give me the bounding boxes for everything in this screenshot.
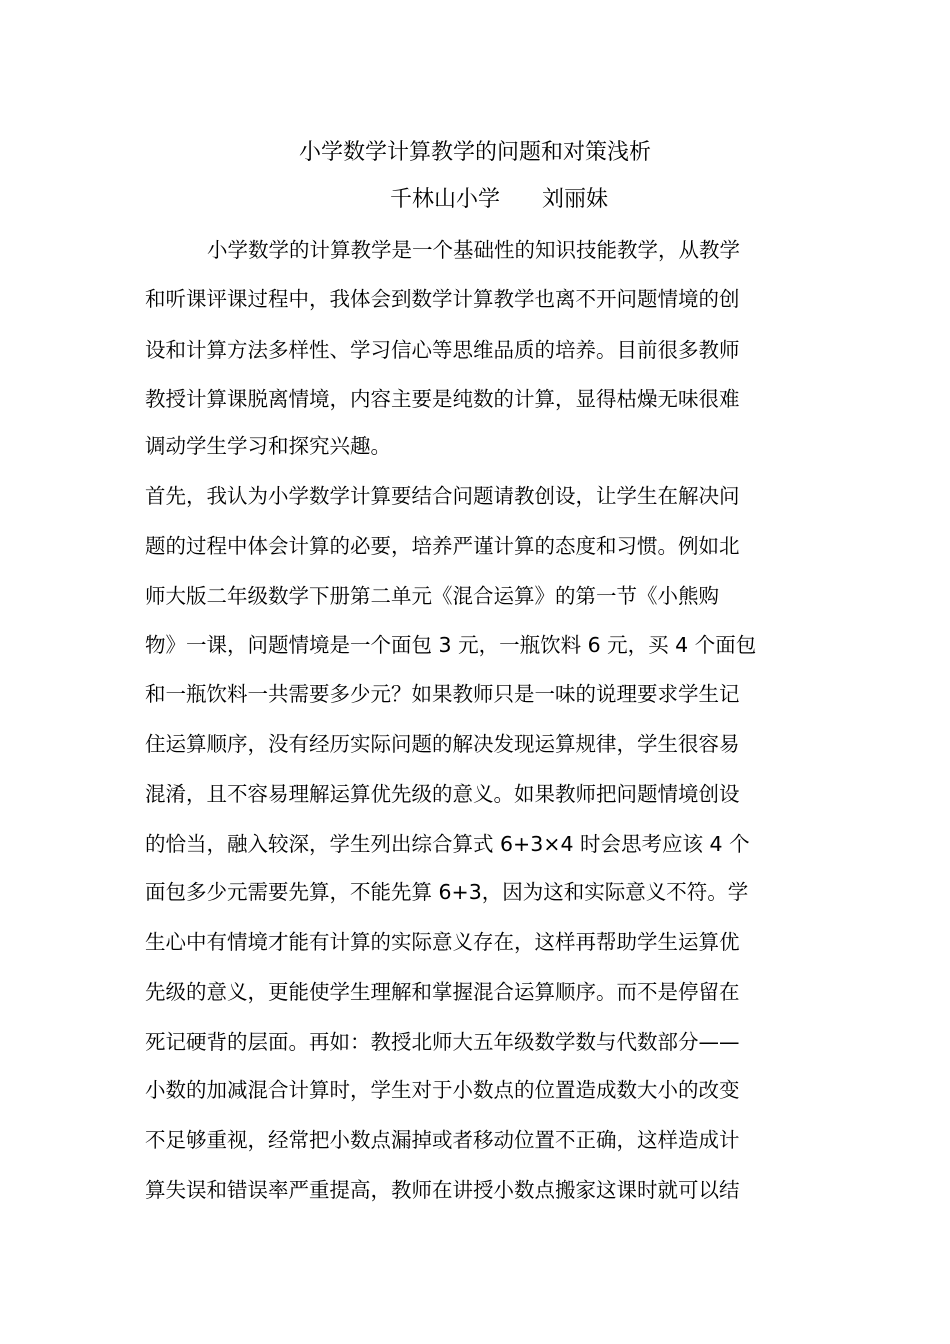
paragraph-line: 不足够重视，经常把小数点漏掉或者移动位置不正确，这样造成计 xyxy=(145,1128,740,1152)
paragraph-line: 死记硬背的层面。再如：教授北师大五年级数学数与代数部分—— xyxy=(145,1030,740,1054)
author-name: 刘丽妹 xyxy=(541,187,608,212)
school-name: 千林山小学 xyxy=(390,187,501,212)
paragraph-line: 先级的意义，更能使学生理解和掌握混合运算顺序。而不是停留在 xyxy=(145,980,740,1004)
paragraph-line: 小学数学的计算教学是一个基础性的知识技能教学，从教学 xyxy=(207,238,740,262)
paragraph-line: 调动学生学习和探究兴趣。 xyxy=(145,434,391,458)
document-title: 小学数学计算教学的问题和对策浅析 xyxy=(298,140,651,165)
paragraph-line: 教授计算课脱离情境，内容主要是纯数的计算，显得枯燥无味很难 xyxy=(145,387,740,411)
paragraph-line: 和一瓶饮料一共需要多少元？如果教师只是一味的说理要求学生记 xyxy=(145,682,740,706)
paragraph-line: 生心中有情境才能有计算的实际意义存在，这样再帮助学生运算优 xyxy=(145,930,740,954)
paragraph-line: 面包多少元需要先算，不能先算 6+3，因为这和实际意义不符。学 xyxy=(145,880,749,904)
paragraph-line: 算失误和错误率严重提高，教师在讲授小数点搬家这课时就可以结 xyxy=(145,1178,740,1202)
paragraph-line: 住运算顺序，没有经历实际问题的解决发现运算规律，学生很容易 xyxy=(145,732,740,756)
paragraph-line: 师大版二年级数学下册第二单元《混合运算》的第一节《小熊购 xyxy=(145,584,719,608)
byline xyxy=(390,186,690,214)
paragraph-line: 和听课评课过程中，我体会到数学计算教学也离不开问题情境的创 xyxy=(145,287,740,311)
paragraph-line: 物》一课，问题情境是一个面包 3 元，一瓶饮料 6 元，买 4 个面包 xyxy=(145,633,757,657)
paragraph-line: 题的过程中体会计算的必要，培养严谨计算的态度和习惯。例如北 xyxy=(145,534,740,558)
paragraph-line: 的恰当，融入较深，学生列出综合算式 6+3×4 时会思考应该 4 个 xyxy=(145,832,750,856)
paragraph-line: 首先，我认为小学数学计算要结合问题请教创设，让学生在解决问 xyxy=(145,484,740,508)
paragraph-line: 混淆，且不容易理解运算优先级的意义。如果教师把问题情境创设 xyxy=(145,782,740,806)
paragraph-line: 小数的加减混合计算时，学生对于小数点的位置造成数大小的改变 xyxy=(145,1078,740,1102)
paragraph-line: 设和计算方法多样性、学习信心等思维品质的培养。目前很多教师 xyxy=(145,338,740,362)
